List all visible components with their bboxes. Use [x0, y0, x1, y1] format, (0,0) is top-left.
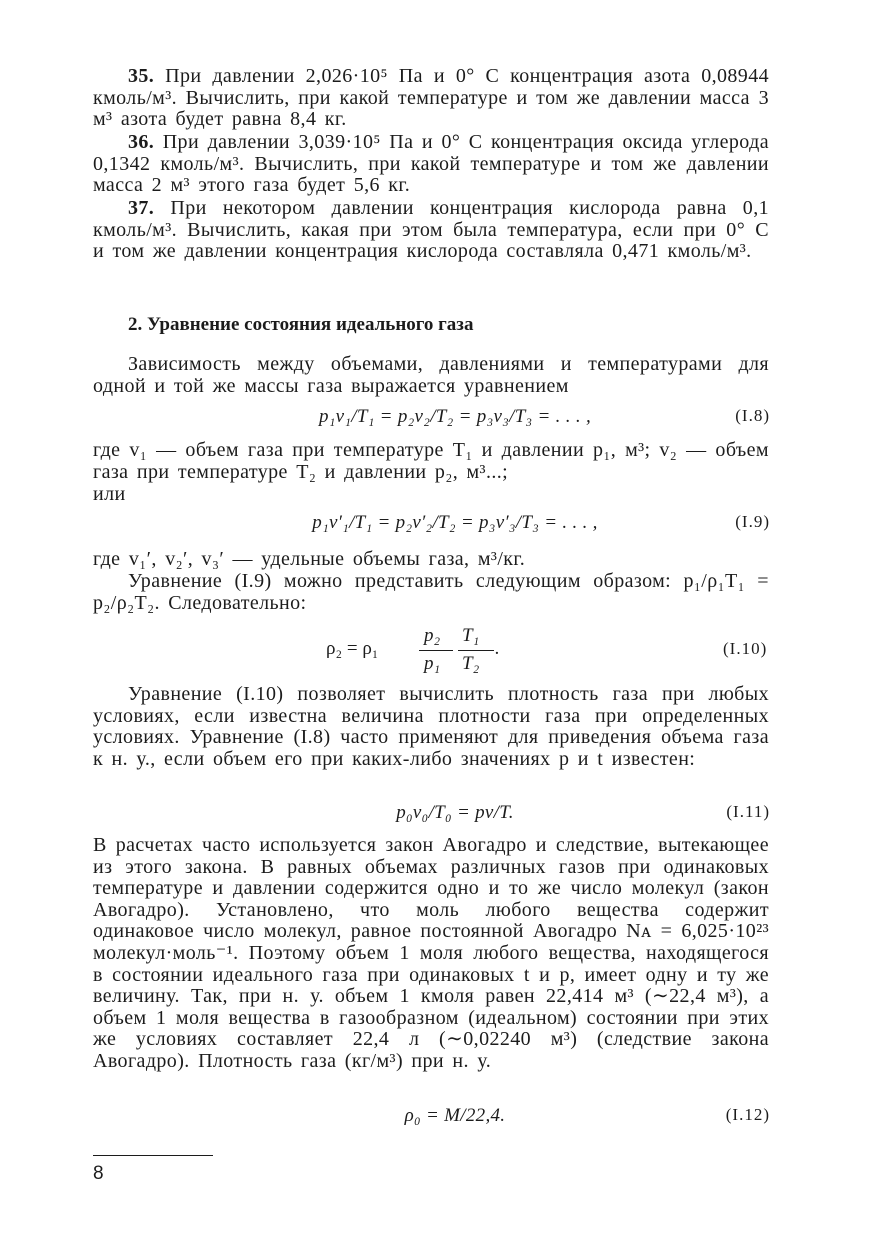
equation-number: (I.8): [735, 406, 770, 425]
equation-i12: [200, 1103, 770, 1129]
problem-35: [93, 66, 769, 131]
equation-i9: [200, 510, 770, 536]
equation-lhs: ρ₂ = ρ₁: [326, 638, 379, 659]
fraction-bar: [419, 650, 453, 651]
or-word: или: [93, 483, 126, 505]
problem-text: При некотором давлении концентрация кислорода равна 0,1 кмоль/м³. Вычислить, какая при этом была температура, если при 0° С и том же давлении концентрация кислорода составляла 0,471 кмоль/м³.: [93, 197, 769, 263]
specific-volumes-note: где v₁′, v₂′, v₃′ — удельные объемы газа, м³/кг.: [93, 548, 526, 570]
equation-i11: [200, 800, 770, 826]
equation-number: (I.12): [725, 1105, 770, 1124]
section-title: 2. Уравнение состояния идеального газа: [128, 314, 474, 335]
problem-number: 37.: [128, 197, 155, 219]
problem-37: [93, 198, 769, 263]
problem-number: 36.: [128, 131, 155, 153]
problem-number: 35.: [128, 65, 155, 87]
fraction-numerator: p₂: [424, 625, 441, 646]
fraction-numerator: T₁: [462, 625, 480, 646]
equation-formula: p₁v′₁/T₁ = p₂v′₂/T₂ = p₃v′₃/T₃ = . . . ,: [312, 512, 598, 533]
problem-text: При давлении 2,026·10⁵ Па и 0° С концентрация азота 0,08944 кмоль/м³. Вычислить, при какой температуре и том же давлении масса 3 м³ азота будет равна 8,4 кг.: [93, 65, 769, 131]
page-number: 8: [93, 1163, 104, 1184]
footer-divider: [93, 1155, 213, 1156]
density-paragraph: Уравнение (I.10) позволяет вычислить плотность газа при любых условиях, если известна величина плотности газа при определенных условиях. Уравнение (I.8) часто применяют для приведения объема газа к н. у., если объем его при каких-либо значениях p и t известен:: [93, 683, 769, 770]
equation-number: (I.9): [735, 512, 770, 531]
equation-formula: p₁v₁/T₁ = p₂v₂/T₂ = p₃v₃/T₃ = . . . ,: [318, 406, 592, 427]
problem-36: [93, 132, 769, 197]
transform-paragraph: Уравнение (I.9) можно представить следующим образом: p₁/ρ₁T₁ = p₂/ρ₂T₂. Следовательно:: [93, 570, 769, 614]
definition-paragraph: где v₁ — объем газа при температуре T₁ и давлении p₁, м³; v₂ — объем газа при температуре T₂ и давлении p₂, м³...;: [93, 439, 769, 483]
equation-end: .: [495, 638, 500, 659]
equation-formula: ρ₀ = M/22,4.: [404, 1105, 506, 1126]
avogadro-paragraph: В расчетах часто используется закон Авогадро и следствие, вытекающее из этого закона. В равных объемах различных газов при одинаковых температуре и давлении содержится одно и то же число молекул (закон Авогадро). Установлено, что моль любого вещества содержит одинаковое число молекул, равное постоянной Авогадро Nᴀ = 6,025·10²³ молекул·моль⁻¹. Поэтому объем 1 моля любого вещества, находящегося в состоянии идеального газа при одинаковых t и p, имеет одну и ту же величину. Так, при н. у. объем 1 кмоля равен 22,414 м³ (∼22,4 м³), а объем 1 моля вещества в газообразном (идеальном) состоянии при этих же условиях составляет 22,4 л (∼0,02240 м³) (следствие закона Авогадро). Плотность газа (кг/м³) при н. у.: [93, 834, 769, 1072]
equation-i8: [200, 404, 770, 430]
equation-number-i10: (I.10): [723, 639, 768, 658]
equation-number: (I.11): [726, 802, 770, 821]
equation-formula: p₀v₀/T₀ = pv/T.: [396, 802, 514, 823]
problem-text: При давлении 3,039·10⁵ Па и 0° С концентрация оксида углерода 0,1342 кмоль/м³. Вычислить, при какой температуре и том же давлении масса 2 м³ этого газа будет 5,6 кг.: [93, 131, 769, 197]
fraction-denominator: p₁: [424, 653, 441, 674]
intro-paragraph: Зависимость между объемами, давлениями и температурами для одной и той же массы газа выражается уравнением: [93, 353, 769, 397]
fraction-bar: [458, 650, 494, 651]
fraction-denominator: T₂: [462, 653, 480, 674]
